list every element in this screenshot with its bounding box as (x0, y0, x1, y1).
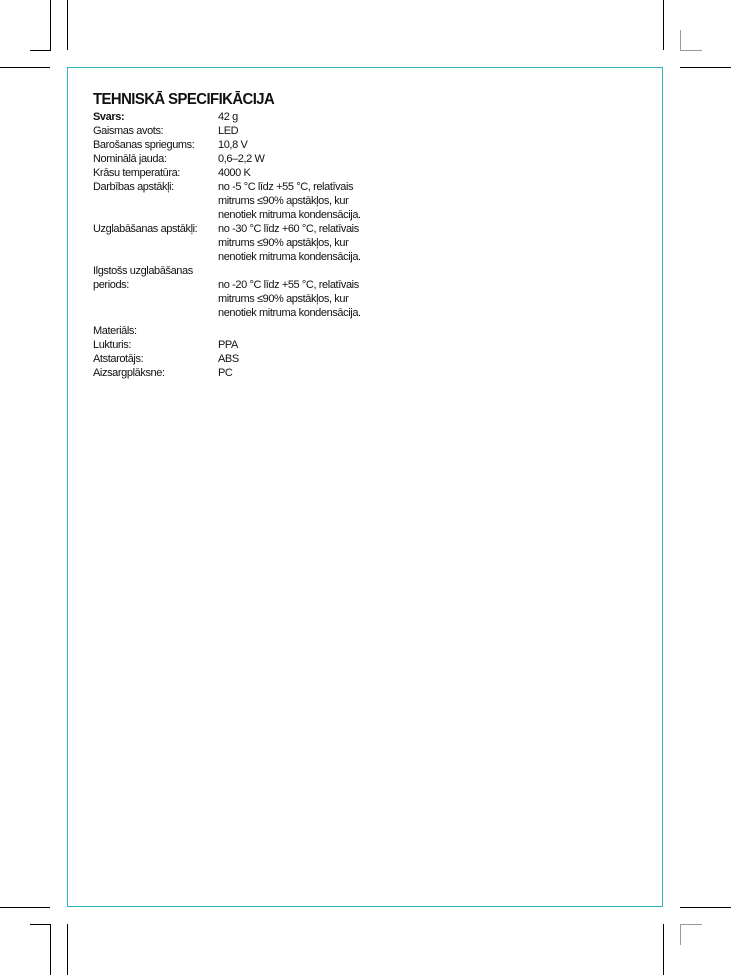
storage-value-line-2: mitrums ≤90% apstākļos, kur (218, 237, 349, 249)
crop-mark-bl-v2 (67, 924, 68, 975)
spec-row-storage-cont2 (93, 250, 388, 264)
page-title: TEHNISKĀ SPECIFIKĀCIJA (93, 91, 275, 108)
spec-row-long-storage-cont3 (93, 306, 388, 320)
empty-cell (93, 306, 218, 320)
storage-value-line-1: no -30 °C līdz +60 °C, relatīvais (218, 223, 359, 235)
long-storage-label-line-2: periods: (93, 279, 129, 291)
crop-mark-tl-h (30, 50, 51, 51)
spec-row-operating-cont (93, 194, 388, 208)
rated-power-value: 0,6–2,2 W (218, 153, 265, 165)
long-storage-label-line-1: Ilgstošs uzglabāšanas (93, 265, 193, 277)
crop-mark-br-v (663, 924, 664, 975)
spec-row-long-storage (93, 264, 388, 278)
crop-mark-bl-h2 (30, 924, 51, 925)
crop-mark-tl-v (50, 0, 51, 50)
weight-value: 42 g (218, 111, 238, 123)
empty-cell (93, 292, 218, 306)
operating-value-line-3: nenotiek mitruma kondensācija. (218, 209, 361, 221)
weight-label: Svars: (93, 111, 125, 123)
cover-label: Aizsargplāksne: (93, 367, 165, 379)
operating-label: Darbības apstākļi: (93, 181, 174, 193)
empty-cell (93, 250, 218, 264)
spec-row-color-temp (93, 166, 388, 180)
crop-mark-br-v2 (680, 924, 681, 945)
cover-value: PC (218, 367, 233, 379)
material-row-housing (93, 338, 388, 352)
spec-row-long-storage-cont (93, 278, 388, 292)
spec-row-long-storage-cont2 (93, 292, 388, 306)
long-storage-value-line-2: mitrums ≤90% apstākļos, kur (218, 293, 349, 305)
reflector-label: Atstarotājs: (93, 353, 144, 365)
rated-power-label: Nominālā jauda: (93, 153, 167, 165)
crop-mark-tr-h2 (680, 50, 702, 51)
light-source-label: Gaismas avots: (93, 125, 164, 137)
empty-cell (93, 236, 218, 250)
long-storage-value-line-1: no -20 °C līdz +55 °C, relatīvais (218, 279, 359, 291)
storage-value-line-3: nenotiek mitruma kondensācija. (218, 251, 361, 263)
crop-mark-tr-v (663, 0, 664, 50)
spec-row-light-source (93, 124, 388, 138)
housing-value: PPA (218, 339, 238, 351)
light-source-value: LED (218, 125, 239, 137)
spec-row-operating (93, 180, 388, 194)
empty-cell (218, 264, 388, 278)
spec-row-weight (93, 110, 388, 124)
spec-row-supply-voltage (93, 138, 388, 152)
spec-table (93, 110, 388, 380)
spec-row-storage (93, 222, 388, 236)
color-temp-label: Krāsu temperatūra: (93, 167, 180, 179)
spec-row-rated-power (93, 152, 388, 166)
supply-voltage-label: Barošanas spriegums: (93, 139, 195, 151)
long-storage-value-line-3: nenotiek mitruma kondensācija. (218, 307, 361, 319)
supply-voltage-value: 10,8 V (218, 139, 248, 151)
operating-value-line-2: mitrums ≤90% apstākļos, kur (218, 195, 349, 207)
material-row-cover (93, 366, 388, 380)
crop-mark-tr-h (680, 67, 731, 68)
crop-mark-tr-v2 (680, 30, 681, 51)
color-temp-value: 4000 K (218, 167, 251, 179)
materials-heading-row (93, 324, 388, 338)
spec-row-operating-cont2 (93, 208, 388, 222)
crop-mark-bl-h (0, 907, 50, 908)
housing-label: Lukturis: (93, 339, 131, 351)
reflector-value: ABS (218, 353, 239, 365)
empty-cell (93, 208, 218, 222)
crop-mark-tl-h2 (0, 67, 50, 68)
crop-mark-tl-v2 (67, 0, 68, 50)
empty-cell (218, 324, 388, 338)
operating-value-line-1: no -5 °C līdz +55 °C, relatīvais (218, 181, 354, 193)
crop-mark-br-h (680, 907, 731, 908)
materials-heading: Materiāls: (93, 325, 137, 337)
storage-label: Uzglabāšanas apstākļi: (93, 223, 198, 235)
spec-row-storage-cont (93, 236, 388, 250)
crop-mark-br-h2 (680, 924, 702, 925)
material-row-reflector (93, 352, 388, 366)
spec-section (93, 90, 413, 380)
empty-cell (93, 194, 218, 208)
crop-mark-bl-v (50, 924, 51, 975)
